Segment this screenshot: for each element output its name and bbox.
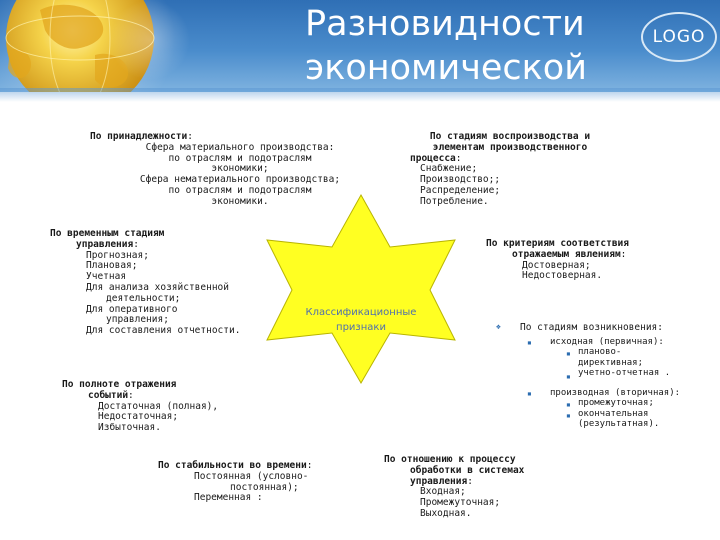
processing-heading-last: управления	[410, 475, 468, 487]
origin-primary: исходная (первичная):	[550, 337, 664, 347]
processing-line: Входная;	[420, 486, 466, 498]
square-bullet-icon: ▪	[566, 372, 571, 381]
stability-colon: :	[306, 460, 313, 471]
belonging-line: Сфера материального производства:	[145, 141, 335, 153]
time-stages-line: управления;	[106, 314, 169, 326]
title-line-1: Разновидности	[305, 4, 585, 44]
belonging-heading: По принадлежности	[90, 131, 188, 142]
time-stages-line: Для оперативного	[86, 303, 178, 315]
belonging-line: по отраслям и подотраслям	[168, 184, 312, 196]
time-stages-line: Плановая;	[86, 260, 138, 272]
criteria-heading-last: отражаемым явлениям	[512, 248, 621, 260]
completeness-line: Достаточная (полная),	[98, 400, 219, 412]
stability-line: Постоянная (условно-	[194, 470, 309, 482]
reproduction-line: Снабжение;	[420, 163, 478, 175]
belonging-block	[90, 132, 390, 208]
reproduction-line: Потребление.	[420, 195, 489, 207]
processing-colon: :	[467, 475, 473, 487]
origin-secondary-item: промежуточная;	[578, 398, 654, 409]
logo-badge: LOGO	[641, 12, 717, 62]
reproduction-heading-last: процесса	[410, 152, 456, 164]
stability-line: Переменная :	[194, 492, 263, 504]
criteria-line: Достоверная;	[522, 259, 591, 271]
origin-heading: По стадиям возникновения	[520, 322, 658, 333]
title-line-2: экономической	[305, 48, 587, 88]
belonging-line: экономики;	[211, 163, 269, 175]
origin-primary-item: планово-	[578, 347, 622, 358]
square-bullet-icon: ▪	[566, 411, 571, 420]
square-bullet-icon: ▪	[527, 389, 532, 398]
time-stages-line: Для составления отчетности.	[86, 325, 241, 337]
origin-primary-item: учетно-отчетная .	[578, 368, 671, 379]
reproduction-heading-line: элементам производственного	[432, 141, 588, 153]
reproduction-colon: :	[455, 152, 462, 164]
origin-primary-item: директивная;	[578, 357, 644, 368]
belonging-line: по отраслям и подотраслям	[168, 152, 312, 164]
square-bullet-icon: ▪	[566, 400, 571, 409]
reproduction-line: Распределение;	[420, 184, 501, 196]
time-stages-heading-last: управления	[76, 238, 134, 250]
origin-primary-block	[550, 337, 710, 379]
completeness-heading-last: событий	[88, 389, 129, 401]
completeness-colon: :	[128, 389, 134, 401]
reproduction-heading-line: По стадиям воспроизводства и	[429, 131, 591, 142]
belonging-line: экономики.	[211, 195, 269, 207]
time-stages-line: Учетная	[86, 271, 127, 283]
criteria-colon: :	[620, 248, 627, 260]
time-stages-block	[50, 229, 280, 337]
center-label-line-1: Классификационные	[305, 307, 417, 318]
diamond-bullet-icon: ❖	[496, 322, 501, 331]
reproduction-block	[380, 132, 640, 208]
time-stages-colon: :	[133, 238, 139, 250]
belonging-colon: :	[187, 131, 193, 142]
stability-block	[158, 461, 378, 504]
square-bullet-icon: ▪	[566, 349, 571, 358]
processing-heading-line: обработки в системах	[410, 464, 525, 476]
completeness-line: Избыточная.	[98, 422, 161, 434]
processing-line: Промежуточная;	[420, 497, 501, 509]
center-label	[296, 305, 426, 335]
stability-heading: По стабильности во времени	[158, 460, 307, 471]
completeness-heading-line: По полноте отражения	[62, 379, 177, 390]
origin-secondary-item: (результатная).	[578, 419, 660, 430]
origin-colon: :	[657, 322, 664, 333]
square-bullet-icon: ▪	[527, 338, 532, 347]
origin-block	[520, 323, 710, 334]
criteria-block	[486, 239, 696, 282]
origin-secondary-item: окончательная	[578, 408, 649, 419]
processing-block	[384, 455, 584, 520]
stability-line: постоянная);	[230, 481, 299, 493]
criteria-line: Недостоверная.	[522, 270, 603, 282]
center-label-line-2: признаки	[336, 322, 386, 333]
time-stages-heading-line: По временным стадиям	[50, 228, 165, 239]
time-stages-line: Прогнозная;	[86, 249, 149, 261]
origin-secondary-block	[550, 388, 715, 430]
belonging-line: Сфера нематериального производства;	[139, 174, 341, 186]
reproduction-line: Производство;;	[420, 174, 501, 186]
time-stages-line: деятельности;	[106, 292, 181, 304]
processing-heading-line: По отношению к процессу	[384, 454, 516, 465]
completeness-line: Недостаточная;	[98, 411, 179, 423]
completeness-block	[62, 380, 282, 434]
criteria-heading-line: По критериям соответствия	[486, 238, 629, 249]
origin-secondary: производная (вторичная):	[550, 388, 681, 398]
processing-line: Выходная.	[420, 507, 472, 519]
time-stages-line: Для анализа хозяйственной	[86, 281, 229, 293]
